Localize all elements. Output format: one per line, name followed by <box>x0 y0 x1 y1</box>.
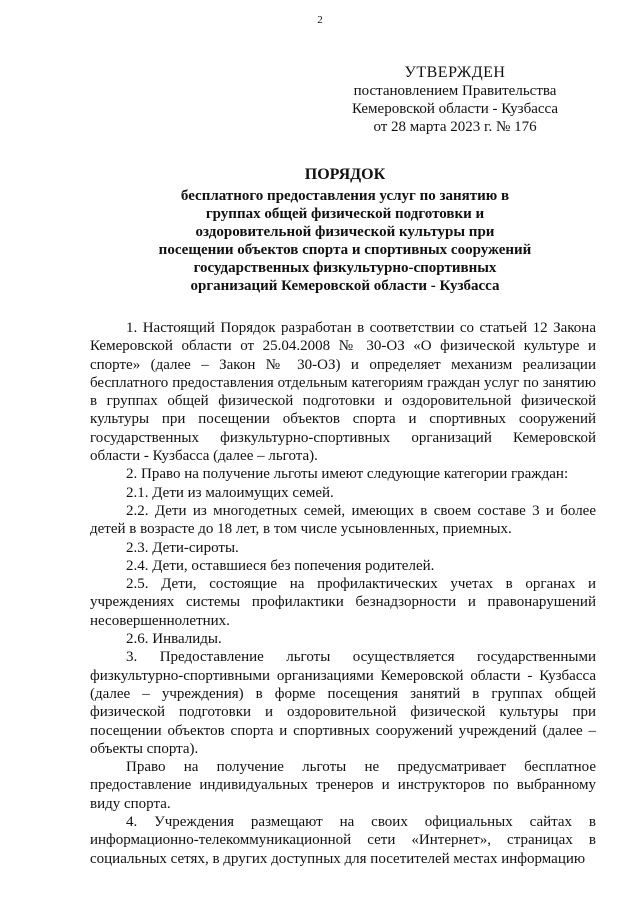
approval-line: Кемеровской области - Кузбасса <box>351 101 559 117</box>
paragraph: 1. Настоящий Порядок разработан в соответствии со статьей 12 Закона Кемеровской области от 25.04.2008 № 30-ОЗ «О физической культуре и спорте» (далее – Закон № 30-ОЗ) и определяет механизм реализации бесплатного предоставления отдельным категориям граждан услуг по занятию в группах общей физической подготовки и оздоровительной физической культуры при посещении объектов спорта и спортивных сооружений государственных физкультурно-спортивных организаций Кемеровской области - Кузбасса (далее – льгота). <box>90 320 596 465</box>
paragraph: 4. Учреждения размещают на своих официальных сайтах в информационно-телекоммуникационной сети «Интернет», страницах в социальных сетях, в других доступных для посетителей местах информацию <box>90 814 596 867</box>
document-subtitle-line: оздоровительной физической культуры при <box>195 224 495 240</box>
approval-stamp <box>340 64 570 136</box>
paragraph: 2. Право на получение льготы имеют следующие категории граждан: <box>126 466 569 483</box>
approval-line: от 28 марта 2023 г. № 176 <box>373 119 537 135</box>
document-subtitle-line: группах общей физической подготовки и <box>205 206 485 222</box>
paragraph: 3. Предоставление льготы осуществляется государственными физкультурно-спортивными организациями Кемеровской области - Кузбасса (далее – учреждения) в форме посещения занятий в группах общей физической подготовки и оздоровительной физической культуры при посещении объектов спорта и спортивных сооружений учреждений (далее – объекты спорта). <box>90 649 596 757</box>
paragraph: 2.1. Дети из малоимущих семей. <box>126 484 334 501</box>
document-subtitle-line: государственных физкультурно-спортивных <box>193 260 497 276</box>
document-subtitle-line: посещении объектов спорта и спортивных сооружений <box>158 242 532 258</box>
document-body <box>90 319 596 868</box>
paragraph: 2.3. Дети-сироты. <box>126 539 239 556</box>
page-number: 2 <box>317 14 323 26</box>
paragraph: Право на получение льготы не предусматривает бесплатное предоставление индивидуальных тренеров и инструкторов по выбранному виду спорта. <box>90 759 596 812</box>
paragraph: 2.5. Дети, состоящие на профилактических учетах в органах и учреждениях системы профилактики безнадзорности и правонарушений несовершеннолетних. <box>90 576 596 629</box>
document-title-block <box>60 166 630 295</box>
paragraph: 2.4. Дети, оставшиеся без попечения родителей. <box>126 557 435 574</box>
approval-heading: УТВЕРЖДЕН <box>404 64 506 81</box>
paragraph: 2.6. Инвалиды. <box>126 631 222 648</box>
document-title: ПОРЯДОК <box>304 166 386 183</box>
approval-line: постановлением Правительства <box>353 83 557 99</box>
document-subtitle-line: организаций Кемеровской области - Кузбасса <box>190 278 500 294</box>
document-subtitle-line: бесплатного предоставления услуг по занятию в <box>180 188 510 204</box>
paragraph: 2.2. Дети из многодетных семей, имеющих в своем составе 3 и более детей в возрасте до 18 лет, в том числе усыновленных, приемных. <box>90 502 596 538</box>
